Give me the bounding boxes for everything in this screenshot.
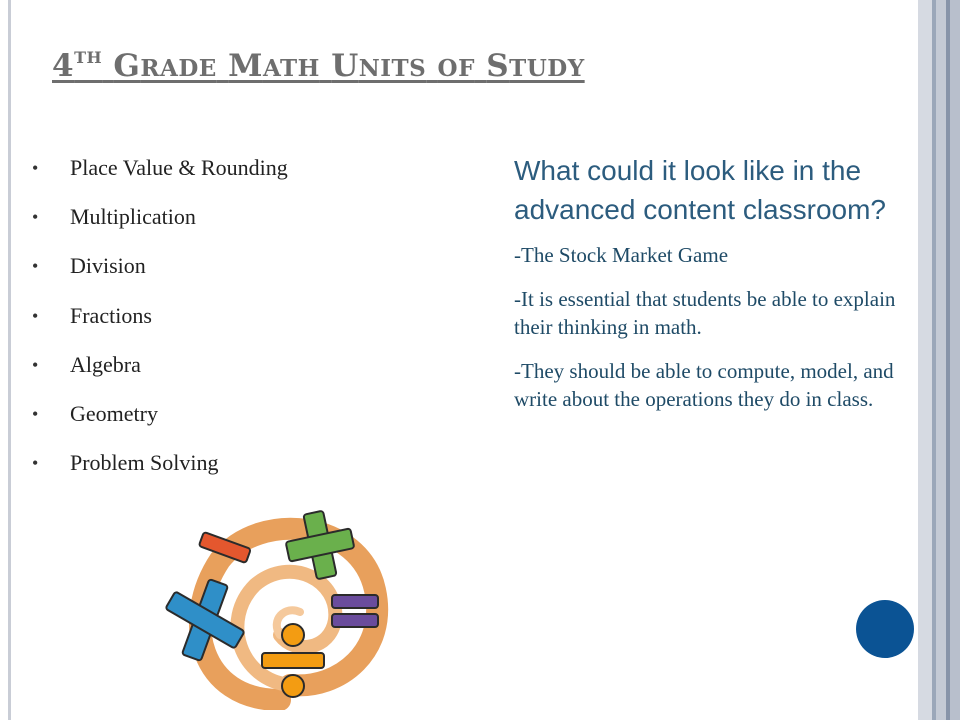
list-item	[32, 445, 288, 494]
title-number: 4	[52, 48, 75, 84]
title-superscript: TH	[74, 47, 103, 67]
title-word-cap: M	[228, 48, 263, 84]
slide-left-border	[8, 0, 11, 720]
title-word-cap: U	[331, 48, 359, 84]
list-item	[32, 199, 288, 248]
advanced-content-panel	[514, 152, 924, 429]
list-item	[32, 396, 288, 445]
list-item	[32, 248, 288, 297]
list-item	[32, 347, 288, 396]
question-heading: What could it look like in the advanced content classroom?	[514, 155, 886, 225]
unit-label: Problem Solving	[70, 450, 219, 476]
unit-label: Multiplication	[70, 204, 196, 230]
title-word-rest: OF	[437, 55, 475, 82]
title-word-rest: TUDY	[509, 55, 585, 82]
units-list	[32, 150, 288, 494]
bullet-icon: •	[32, 403, 39, 424]
unit-label: Fractions	[70, 302, 152, 328]
point-text: -It is essential that students be able to explain their thinking in math.	[514, 287, 896, 339]
point-text: -The Stock Market Game	[514, 243, 729, 267]
slide-title	[52, 48, 585, 84]
title-word-cap: G	[113, 48, 141, 84]
math-symbols-clipart	[160, 500, 400, 710]
bullet-icon: •	[32, 207, 39, 228]
list-item	[32, 150, 288, 199]
bullet-icon: •	[32, 158, 39, 178]
unit-label: Algebra	[70, 351, 141, 377]
title-word-rest: RADE	[140, 55, 217, 82]
bullet-icon: •	[32, 256, 39, 277]
title-word-rest: NITS	[358, 55, 427, 82]
decorative-dot	[856, 600, 914, 658]
unit-label: Division	[70, 253, 146, 279]
point-text: -They should be able to compute, model, and write about the operations they do in class.	[514, 359, 894, 411]
unit-label: Geometry	[70, 400, 158, 426]
unit-label: Place Value & Rounding	[70, 155, 288, 180]
decorative-stripes	[918, 0, 960, 720]
bullet-icon: •	[32, 354, 39, 375]
bullet-icon: •	[32, 305, 39, 326]
title-word-cap: S	[486, 48, 510, 84]
list-item	[32, 298, 288, 347]
title-word-rest: ATH	[262, 55, 320, 82]
bullet-icon: •	[32, 453, 39, 474]
